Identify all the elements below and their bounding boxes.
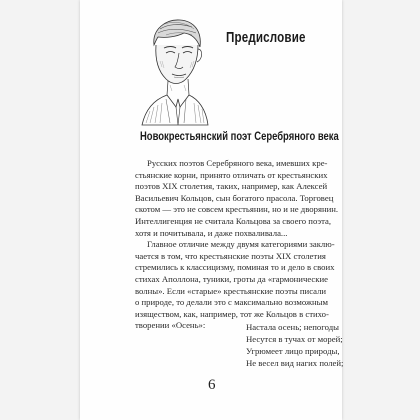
body-text: [135, 158, 352, 332]
paragraph-line: поэтов XIX столетия, таких, например, как Алексей: [135, 181, 328, 192]
poem-quote: [246, 321, 386, 369]
paragraph-line: о природе, то делали это с максимально возможным: [135, 297, 329, 308]
paragraph-2: [135, 239, 352, 332]
poem-line: Угрюмеет лицо природы,: [246, 346, 340, 356]
paragraph-line: изяществом, как, например, тот же Кольцов в стихо-: [135, 308, 329, 319]
paragraph-line: Васильевич Кольцов, сын богатого прасола. Торговец: [135, 192, 334, 203]
book-page: [80, 0, 342, 420]
page-number: 6: [208, 377, 216, 393]
paragraph-1: [135, 158, 352, 239]
paragraph-line: чается в том, что крестьянские поэты XIX столетия: [135, 250, 326, 261]
page-title: Предисловие: [226, 30, 306, 46]
paragraph-line: скотом — это не совсем крестьянин, но и не дворянин.: [135, 204, 339, 215]
poem-line: Настала осень; непогоды: [246, 322, 339, 332]
paragraph-line: Главное отличие между двумя категориями заклю-: [147, 239, 335, 250]
paragraph-line: волны». Если «старые» крестьянские поэты писали: [135, 285, 327, 296]
paragraph-line: Интеллигенция не считала Кольцова за своего поэта,: [135, 215, 332, 226]
paragraph-line: Русских поэтов Серебряного века, имевших кре-: [147, 158, 328, 168]
paragraph-line: хотя и почитывала, и даже похваливала...: [135, 227, 288, 238]
paragraph-line: стихах Аполлона, туники, гроты да «гармонические: [135, 273, 328, 284]
poem-line: Не весел вид нагих полей;: [246, 358, 344, 368]
paragraph-line: творении «Осень»:: [135, 320, 206, 331]
section-heading: Новокрестьянский поэт Серебряного века: [140, 131, 339, 143]
poem-line: Несутся в тучах от морей;: [246, 334, 343, 344]
paragraph-line: стремились к классицизму, поминая то и дело в своих: [135, 262, 335, 273]
paragraph-line: стьянские корни, принято отличать от крестьянских: [135, 169, 328, 180]
poet-portrait-illustration: [140, 15, 210, 127]
